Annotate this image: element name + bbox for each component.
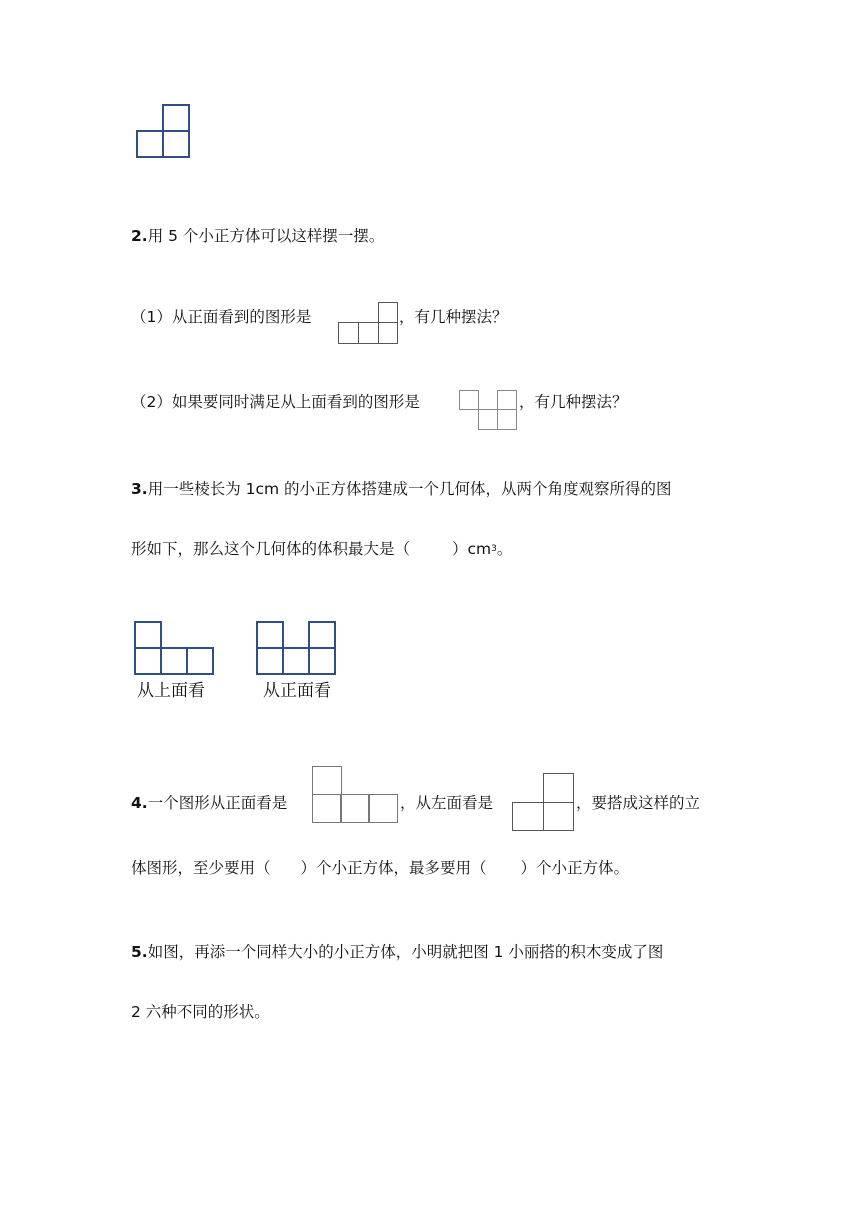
square xyxy=(282,647,310,675)
q3-top-view-figure xyxy=(134,621,216,677)
square xyxy=(186,647,214,675)
square xyxy=(308,621,336,649)
square xyxy=(512,802,544,831)
square xyxy=(358,322,379,344)
unit-exponent: 3 xyxy=(491,544,497,554)
question-text: 一个图形从正面看是 xyxy=(147,794,288,812)
square xyxy=(162,130,190,158)
question-text: 形如下，那么这个几何体的体积最大是（ xyxy=(131,540,411,558)
question-4-text-b: ，从左面看是 xyxy=(400,794,494,812)
question-number: 4. xyxy=(131,794,148,812)
q2-part1-label: （1）从正面看到的图形是 xyxy=(131,308,312,326)
question-text: ）个小正方体，最多要用（ xyxy=(300,859,487,877)
q3-front-view-figure xyxy=(256,621,338,677)
q2-front-view-figure xyxy=(338,302,398,344)
square xyxy=(338,322,359,344)
square xyxy=(543,773,574,803)
square xyxy=(136,130,164,158)
caption-front-view: 从正面看 xyxy=(263,681,331,701)
square xyxy=(134,647,162,675)
q2-top-view-figure xyxy=(459,390,517,430)
square xyxy=(459,390,479,410)
square xyxy=(378,322,398,344)
square xyxy=(308,647,336,675)
question-text: 用 5 个小正方体可以这样摆一摆。 xyxy=(147,227,385,245)
caption-top-view: 从上面看 xyxy=(137,681,205,701)
square xyxy=(497,409,517,430)
question-3-line2 xyxy=(131,538,512,560)
square xyxy=(378,302,398,323)
question-4-text-a xyxy=(131,792,287,814)
question-number: 3. xyxy=(131,480,148,498)
top-figure xyxy=(136,104,190,160)
question-2 xyxy=(131,225,384,247)
square xyxy=(256,621,284,649)
unit-text: ）cm xyxy=(452,540,492,558)
square xyxy=(368,794,398,823)
square xyxy=(160,647,188,675)
punctuation: 。 xyxy=(496,540,513,558)
square xyxy=(256,647,284,675)
q2-part1-tail: ，有几种摆法？ xyxy=(399,308,508,326)
q4-front-view-figure xyxy=(312,766,398,823)
square xyxy=(312,766,342,795)
question-number: 5. xyxy=(131,943,148,961)
question-text: ）个小正方体。 xyxy=(520,859,630,877)
square xyxy=(497,390,517,410)
square xyxy=(340,794,370,823)
question-3-line1 xyxy=(131,478,672,500)
question-number: 2. xyxy=(131,227,148,245)
question-5-line2: 2 六种不同的形状。 xyxy=(131,1003,270,1021)
question-text: 用一些棱长为 1cm 的小正方体搭建成一个几何体，从两个角度观察所得的图 xyxy=(147,480,672,498)
question-4-line2 xyxy=(131,857,629,879)
square xyxy=(134,621,162,649)
q4-left-view-figure xyxy=(512,773,574,831)
q2-part2-label: （2）如果要同时满足从上面看到的图形是 xyxy=(131,393,420,411)
question-5-line1 xyxy=(131,941,663,963)
question-4-text-c: ，要搭成这样的立 xyxy=(576,794,701,812)
square xyxy=(162,104,190,132)
question-text: 如图，再添一个同样大小的小正方体，小明就把图 1 小丽搭的积木变成了图 xyxy=(147,943,664,961)
q2-part2-tail: ，有几种摆法？ xyxy=(519,393,628,411)
square xyxy=(543,802,574,831)
square xyxy=(312,794,342,823)
question-text: 体图形，至少要用（ xyxy=(131,859,271,877)
square xyxy=(478,409,498,430)
